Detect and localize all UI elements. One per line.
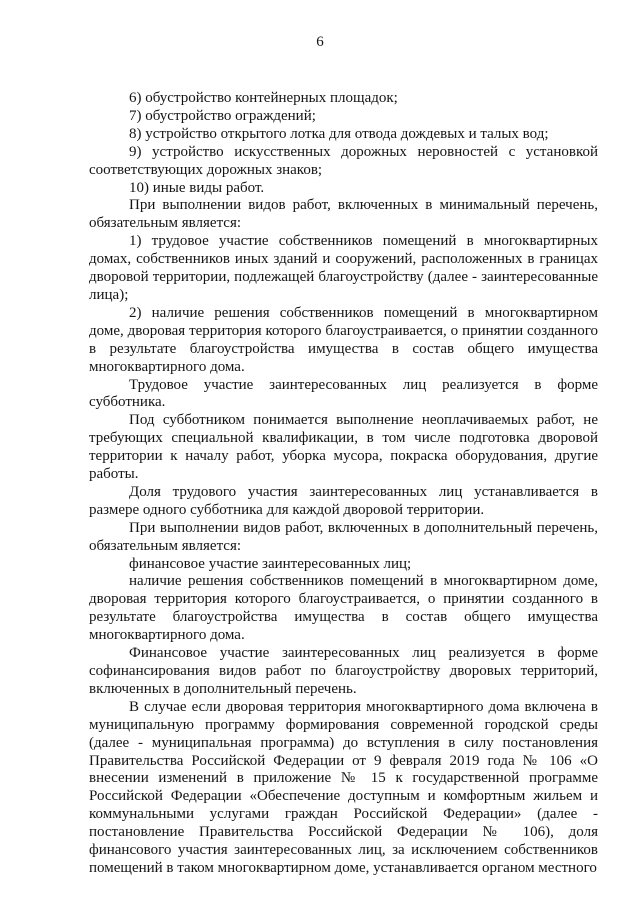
paragraph-minimal-list-requirements: При выполнении видов работ, включенных в минимальный перечень, обязательным является: [89, 197, 598, 232]
paragraph-financial-participation: Финансовое участие заинтересованных лиц реализуется в форме софинансирования видов работ по благоустройству дворовых территорий, включенных в дополнительный перечень. [89, 645, 598, 697]
list-item-8: 8) устройство открытого лотка для отвода дождевых и талых вод; [129, 125, 549, 142]
list-item-9: 9) устройство искусственных дорожных неровностей с установкой соответствующих дорожных знаков; [89, 143, 598, 178]
additional-requirement-decision: наличие решения собственников помещений в многоквартирном доме, дворовая территория которого благоустраивается, о принятии созданного в результате благоустройства имущества в состав общего имущества многоквартирного дома. [89, 573, 598, 644]
page-number: 6 [316, 34, 324, 50]
paragraph-labor-participation: Трудовое участие заинтересованных лиц реализуется в форме субботника. [89, 376, 598, 411]
list-item-7: 7) обустройство ограждений; [129, 107, 316, 124]
paragraph-labor-share: Доля трудового участия заинтересованных лиц устанавливается в размере одного субботника для каждой дворовой территории. [89, 483, 598, 518]
requirement-item-2: 2) наличие решения собственников помещений в многоквартирном доме, дворовая территория которого благоустраивается, о принятии созданного в результате благоустройства имущества в состав общего имущества многоквартирного дома. [89, 304, 598, 375]
requirement-item-1: 1) трудовое участие собственников помещений в многоквартирных домах, собственников иных зданий и сооружений, расположенных в границах дворовой территории, подлежащей благоустройству (далее - заинтересованные лица); [89, 233, 598, 303]
paragraph-municipal-program: В случае если дворовая территория многоквартирного дома включена в муниципальную программу формирования современной городской среды (далее - муниципальная программа) до вступления в силу постановления Правительства Российской Федерации от 9 февраля 2019 года № 106 «О внесении изменений в приложение № 15 к государственной программе Российской Федерации «Обеспечение доступным и комфортным жильем и коммунальными услугами граждан Российской Федерации» (далее - постановление Правительства Российской Федерации № 106), доля финансового участия заинтересованных лиц, за исключением собственников помещений в таком многоквартирном доме, устанавливается органом местного [89, 698, 598, 876]
list-item-6: 6) обустройство контейнерных площадок; [129, 90, 398, 106]
list-item-10: 10) иные виды работ. [129, 179, 265, 196]
paragraph-subbotnik-definition: Под субботником понимается выполнение неоплачиваемых работ, не требующих специальной квалификации, в том числе подготовка дворовой территории к началу работ, уборка мусора, покраска оборудования, другие работы. [89, 412, 598, 483]
paragraph-additional-list-requirements: При выполнении видов работ, включенных в дополнительный перечень, обязательным является: [89, 519, 598, 554]
body-text [89, 90, 598, 878]
additional-requirement-financial: финансовое участие заинтересованных лиц; [129, 555, 412, 572]
